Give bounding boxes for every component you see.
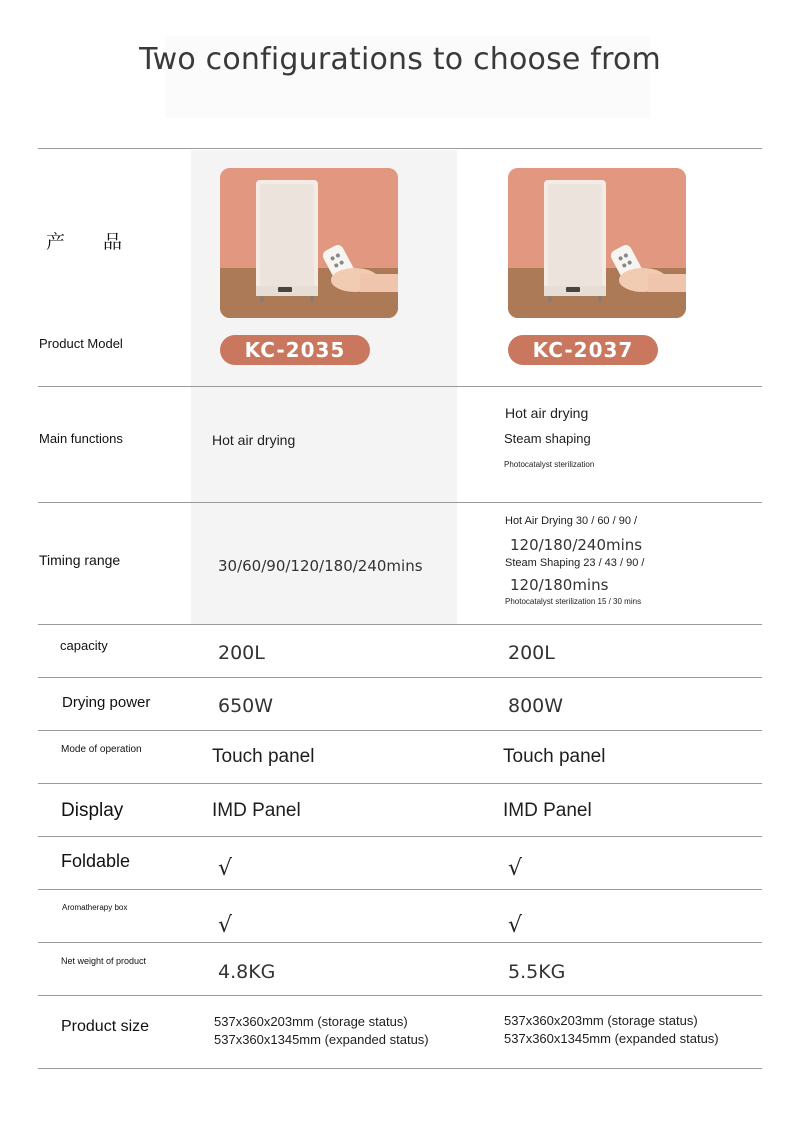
- display-kc2035: IMD Panel: [212, 800, 301, 821]
- divider: [38, 995, 762, 996]
- timing-kc2037-hot-air-values: 120/180/240mins: [510, 536, 643, 554]
- timing-kc2037-steam: Steam Shaping 23 / 43 / 90 /: [505, 557, 645, 569]
- divider: [38, 889, 762, 890]
- capacity-kc2035: 200L: [218, 642, 265, 664]
- divider: [38, 148, 762, 149]
- divider: [38, 783, 762, 784]
- functions-kc2035: Hot air drying: [212, 432, 296, 448]
- weight-kc2035: 4.8KG: [218, 961, 276, 983]
- aroma-check-kc2037: √: [508, 913, 523, 938]
- label-product: 产 品: [46, 231, 123, 253]
- divider: [38, 1068, 762, 1069]
- mode-kc2035: Touch panel: [212, 746, 315, 767]
- divider: [38, 677, 762, 678]
- label-aromatherapy-box: Aromatherapy box: [62, 903, 128, 912]
- model-badge-kc2035: KC-2035: [220, 335, 370, 365]
- divider: [38, 730, 762, 731]
- label-capacity: capacity: [60, 638, 108, 653]
- timing-kc2037-hot-air: Hot Air Drying 30 / 60 / 90 /: [505, 515, 638, 527]
- product-photo-kc2035: [220, 168, 398, 318]
- functions-kc2037-steam: Steam shaping: [504, 431, 591, 446]
- product-photo-kc2037: [508, 168, 686, 318]
- timing-kc2037-photocatalyst: Photocatalyst sterilization 15 / 30 mins: [505, 597, 642, 606]
- power-kc2037: 800W: [508, 695, 564, 717]
- label-foldable: Foldable: [61, 851, 131, 871]
- foldable-check-kc2035: √: [218, 856, 233, 881]
- mode-kc2037: Touch panel: [503, 746, 606, 767]
- label-drying-power: Drying power: [62, 694, 151, 711]
- size-expanded-kc2035: 537x360x1345mm (expanded status): [214, 1032, 429, 1047]
- label-product-size: Product size: [61, 1018, 150, 1035]
- divider: [38, 942, 762, 943]
- label-display: Display: [61, 800, 124, 821]
- timing-kc2037-steam-values: 120/180mins: [510, 576, 609, 594]
- foldable-check-kc2037: √: [508, 856, 523, 881]
- aroma-check-kc2035: √: [218, 913, 233, 938]
- display-kc2037: IMD Panel: [503, 800, 592, 821]
- divider: [38, 386, 762, 387]
- functions-kc2037-photocatalyst: Photocatalyst sterilization: [504, 460, 595, 469]
- divider: [38, 624, 762, 625]
- size-expanded-kc2037: 537x360x1345mm (expanded status): [504, 1031, 719, 1046]
- label-main-functions: Main functions: [39, 431, 123, 446]
- size-storage-kc2037: 537x360x203mm (storage status): [504, 1013, 698, 1028]
- capacity-kc2037: 200L: [508, 642, 555, 664]
- divider: [38, 836, 762, 837]
- label-net-weight: Net weight of product: [61, 956, 147, 966]
- page-title: Two configurations to choose from: [139, 42, 661, 77]
- power-kc2035: 650W: [218, 695, 274, 717]
- functions-kc2037-hot-air: Hot air drying: [505, 405, 589, 421]
- weight-kc2037: 5.5KG: [508, 961, 566, 983]
- label-mode-of-operation: Mode of operation: [61, 744, 142, 755]
- model-badge-kc2037: KC-2037: [508, 335, 658, 365]
- timing-kc2035: 30/60/90/120/180/240mins: [218, 557, 423, 575]
- label-timing-range: Timing range: [39, 552, 121, 568]
- label-product-model: Product Model: [39, 336, 123, 351]
- size-storage-kc2035: 537x360x203mm (storage status): [214, 1014, 408, 1029]
- divider: [38, 502, 762, 503]
